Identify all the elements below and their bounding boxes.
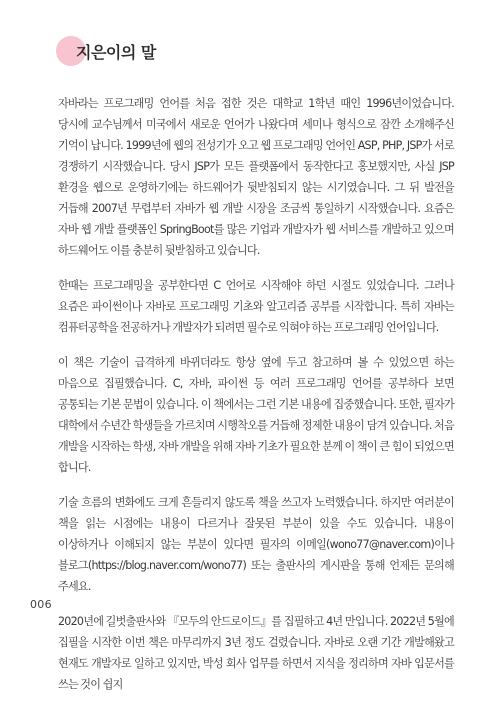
body-text	[58, 93, 454, 709]
paragraph: 자바라는 프로그래밍 언어를 처음 접한 것은 대학교 1학년 때인 1996년이었습니다. 당시에 교수님께서 미국에서 새로운 언어가 나왔다며 세미나 형식으로 잠깐 소개해주신 기억이 납니다. 1999년에 웹의 전성기가 오고 웹 프로그래밍 언어인 ASP, PHP, JSP가 서로 경쟁하기 시작했습니다. 당시 JSP가 모든 플랫폼에서 동작한다고 홍보했지만, 사실 JSP 환경을 웹으로 운영하기에는 하드웨어가 뒷받침되지 않는 시기였습니다. 그 뒤 발전을 거듭해 2007년 무렵부터 자바가 웹 개발 시장을 조금씩 통일하기 시작했습니다. 요즘은 자바 웹 개발 플랫폼인 SpringBoot를 많은 기업과 개발자가 웹 서비스를 개발하고 있으며 하드웨어도 이를 충분히 뒷받침하고 있습니다.	[58, 97, 454, 257]
paragraph: 이 책은 기술이 급격하게 바뀌더라도 항상 옆에 두고 참고하며 볼 수 있었으면 하는 마음으로 집필했습니다. C, 자바, 파이썬 등 여러 프로그래밍 언어를 공부하다 보면 공통되는 기본 문법이 있습니다. 이 책에서는 그런 기본 내용에 집중했습니다. 또한, 필자가 대학에서 수년간 학생들을 가르치며 시행착오를 거듭해 정제한 내용이 담겨 있습니다. 처음 개발을 시작하는 학생, 자바 개발을 위해 자바 기초가 필요한 분께 이 책이 큰 힘이 되었으면 합니다.	[58, 356, 454, 474]
paragraph: 기술 흐름의 변화에도 크게 흔들리지 않도록 책을 쓰고자 노력했습니다. 하지만 여러분이 책을 읽는 시점에는 내용이 다르거나 잘못된 부분이 있을 수도 있습니다. 내용이 이상하거나 이해되지 않는 부분이 있다면 필자의 이메일(wono77@naver.com)이나 블로그(https://blog.naver.com/wono77) 또는 출판사의 게시판을 통해 언제든 문의해 주세요.	[58, 496, 454, 593]
page-title: 지은이의 말	[76, 42, 156, 62]
chapter-header	[56, 36, 156, 66]
paragraph: 한때는 프로그래밍을 공부한다면 C 언어로 시작해야 하던 시절도 있었습니다. 그러나 요즘은 파이썬이나 자바로 프로그래밍 기초와 알고리즘 공부를 시작합니다. 특히 자바는 컴퓨터공학을 전공하거나 개발자가 되려면 필수로 익혀야 하는 프로그래밍 언어입니다.	[58, 279, 454, 334]
page-number: 006	[30, 598, 52, 611]
paragraph: 2020년에 길벗출판사와 『모두의 안드로이드』를 집필하고 4년 만입니다. 2022년 5월에 집필을 시작한 이번 책은 마무리까지 3년 정도 걸렸습니다. 자바로 오랜 기간 개발해왔고 현재도 개발자로 일하고 있지만, 박성 회사 업무를 하면서 지식을 정리하며 자바 입문서를 쓰는 것이 쉽지	[58, 615, 454, 691]
